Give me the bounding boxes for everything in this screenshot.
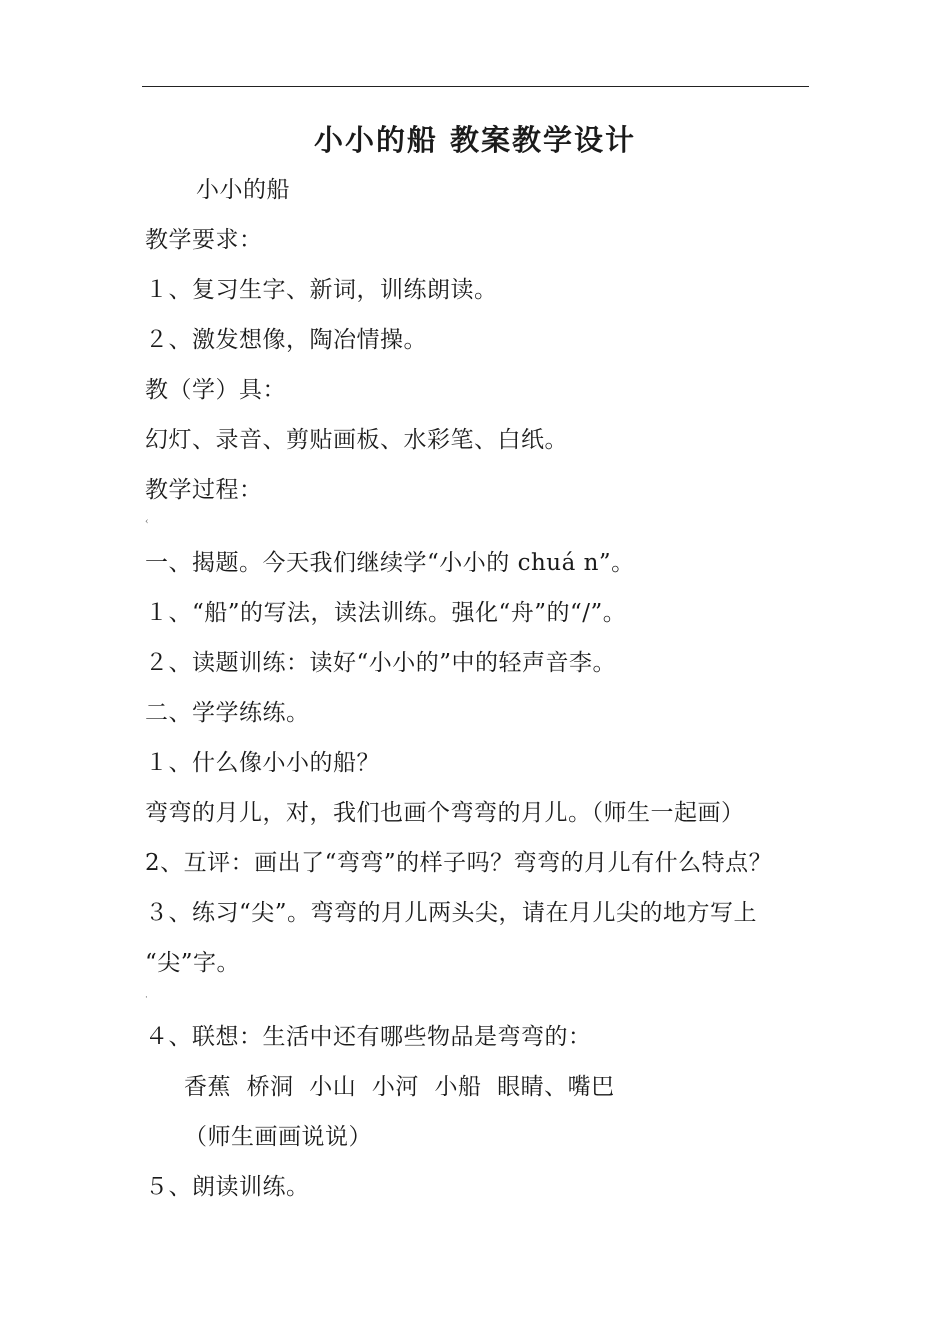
step-2-item-3-cont: “尖”字。: [145, 950, 241, 976]
teaching-process-heading: 教学过程：: [145, 477, 263, 503]
teaching-requirements-heading: 教学要求：: [145, 227, 263, 253]
step-2-item-3: ３、练习“尖”。弯弯的月儿两头尖，请在月儿尖的地方写上: [145, 900, 758, 926]
header-rule: [142, 86, 809, 87]
stray-mark: ·: [145, 993, 148, 1003]
objects-list: 香蕉 桥洞 小山 小河 小船 眼睛、嘴巴: [184, 1074, 615, 1100]
stray-mark: ‹: [145, 517, 149, 527]
step-2-item-2: 2、互评：画出了“弯弯”的样子吗？弯弯的月儿有什么特点？: [145, 850, 773, 876]
step-1-item-1: １、“船”的写法，读法训练。强化“舟”的“/”。: [145, 600, 627, 626]
requirement-item-1: １、复习生字、新词，训练朗读。: [145, 277, 498, 303]
step-2-item-4: ４、联想：生活中还有哪些物品是弯弯的：: [145, 1024, 592, 1050]
teaching-tools-list: 幻灯、录音、剪贴画板、水彩笔、白纸。: [145, 427, 568, 453]
requirement-item-2: ２、激发想像，陶冶情操。: [145, 327, 427, 353]
step-1-item-2: ２、读题训练：读好“小小的”中的轻声音李。: [145, 650, 617, 676]
step-2-item-1: １、什么像小小的船？: [145, 750, 380, 776]
step-2-item-5: ５、朗读训练。: [145, 1174, 310, 1200]
teaching-tools-heading: 教（学）具：: [145, 377, 286, 403]
activity-note: （师生画画说说）: [184, 1124, 372, 1150]
document-title: 小小的船 教案教学设计: [313, 123, 637, 157]
step-1-heading: 一、揭题。今天我们继续学“小小的 chuá n”。: [145, 550, 635, 576]
step-2-heading: 二、学学练练。: [145, 700, 310, 726]
step-2-text-1: 弯弯的月儿，对，我们也画个弯弯的月儿。（师生一起画）: [145, 800, 745, 826]
subtitle-line: 小小的船: [196, 177, 290, 203]
